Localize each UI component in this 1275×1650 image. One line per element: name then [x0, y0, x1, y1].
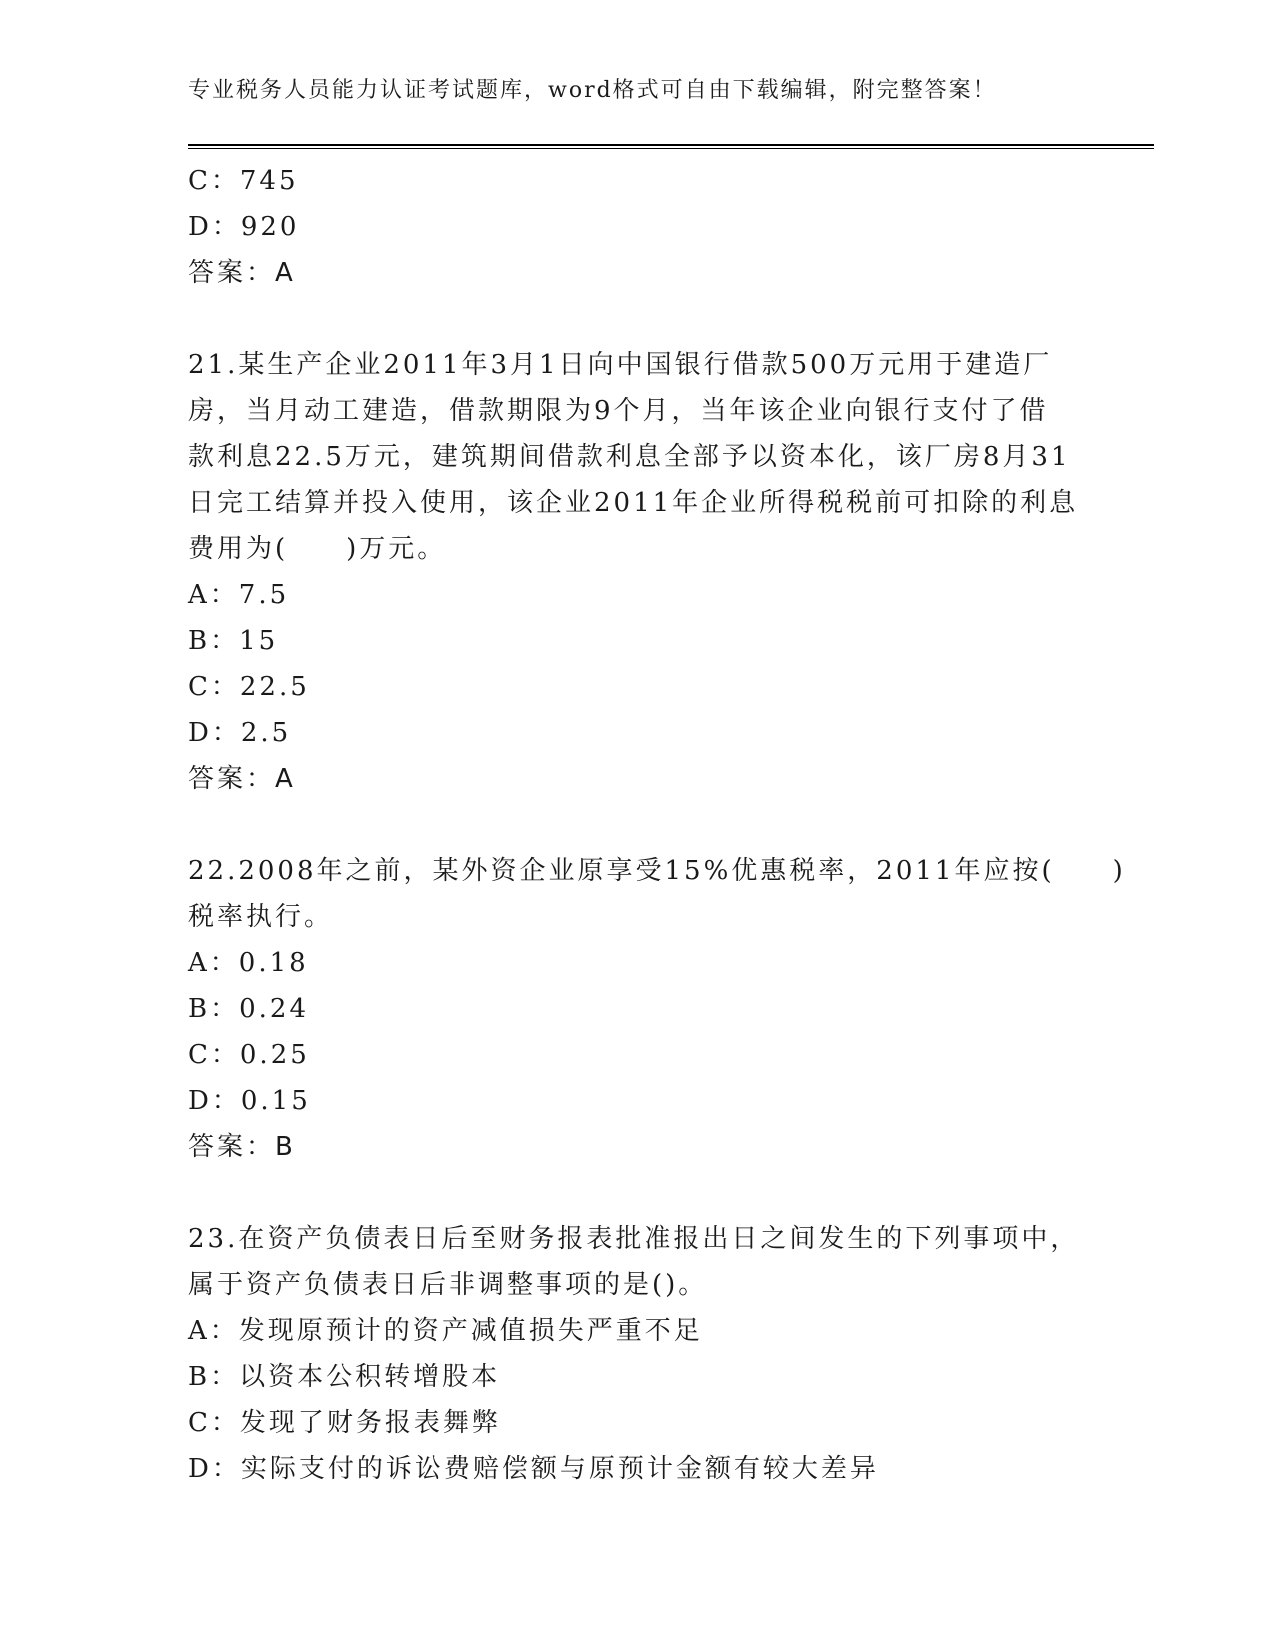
option-b: B：以资本公积转增股本	[188, 1362, 501, 1392]
page-header: 专业税务人员能力认证考试题库，word格式可自由下载编辑，附完整答案！	[188, 78, 997, 103]
question-stem-line: 日完工结算并投入使用，该企业2011年企业所得税税前可扣除的利息	[188, 488, 1079, 518]
question-23	[188, 1216, 1108, 1492]
option-a: A：7.5	[188, 580, 290, 610]
spacer	[188, 1170, 1108, 1216]
option-c: C：0.25	[188, 1040, 310, 1070]
question-stem-line: 23.在资产负债表日后至财务报表批准报出日之间发生的下列事项中，	[188, 1224, 1080, 1254]
option-d: D：920	[188, 212, 300, 242]
question-stem-line: 费用为( )万元。	[188, 534, 447, 564]
question-stem-line: 属于资产负债表日后非调整事项的是()。	[188, 1270, 708, 1300]
question-stem-line: 21.某生产企业2011年3月1日向中国银行借款500万元用于建造厂	[188, 350, 1053, 380]
answer-line: 答案：B	[188, 1132, 296, 1162]
option-a: A：0.18	[188, 948, 309, 978]
document-body	[188, 158, 1126, 1492]
option-d: D：2.5	[188, 718, 292, 748]
question-stem-line: 款利息22.5万元，建筑期间借款利息全部予以资本化，该厂房8月31	[188, 442, 1071, 472]
prev-question	[188, 158, 1108, 296]
question-stem-line: 税率执行。	[188, 902, 334, 932]
option-c: C：745	[188, 166, 299, 196]
option-d: D：0.15	[188, 1086, 311, 1116]
answer-line: 答案：A	[188, 258, 296, 288]
spacer	[188, 802, 1108, 848]
option-d: D：实际支付的诉讼费赔偿额与原预计金额有较大差异	[188, 1454, 879, 1484]
option-a: A：发现原预计的资产减值损失严重不足	[188, 1316, 703, 1346]
question-21	[188, 342, 1108, 802]
option-b: B：15	[188, 626, 279, 656]
spacer	[188, 296, 1108, 342]
header-divider	[188, 144, 1154, 149]
question-stem-line: 22.2008年之前，某外资企业原享受15%优惠税率，2011年应按( )	[188, 856, 1126, 886]
question-22	[188, 848, 1126, 1170]
option-b: B：0.24	[188, 994, 309, 1024]
option-c: C：发现了财务报表舞弊	[188, 1408, 501, 1438]
answer-line: 答案：A	[188, 764, 296, 794]
option-c: C：22.5	[188, 672, 310, 702]
question-stem-line: 房，当月动工建造，借款期限为9个月，当年该企业向银行支付了借	[188, 396, 1049, 426]
